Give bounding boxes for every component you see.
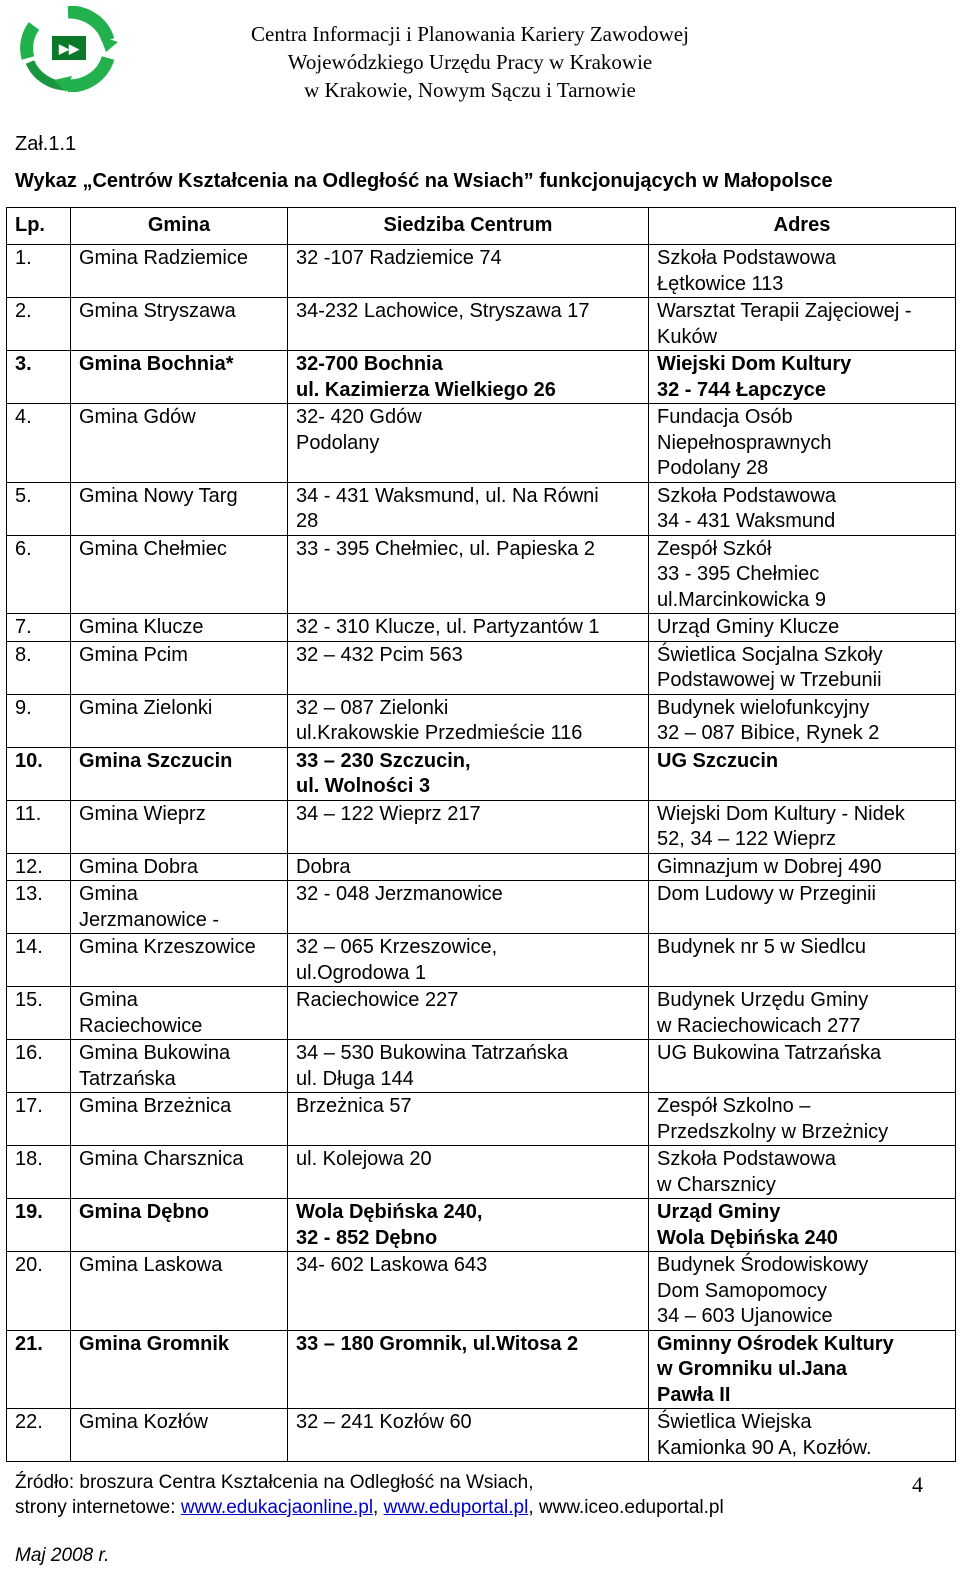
cell-line: Gmina Radziemice xyxy=(79,247,248,269)
cell-line: Raciechowice 227 xyxy=(296,989,459,1011)
cell-gmina xyxy=(71,404,288,483)
cell-lp: 10. xyxy=(7,747,71,800)
table-body xyxy=(7,245,956,1462)
header-line-1: Centra Informacji i Planowania Kariery Zawodowej xyxy=(251,22,689,46)
cell-adres xyxy=(649,1252,956,1331)
column-header-siedziba: Siedziba Centrum xyxy=(288,208,649,245)
cell-lp: 1. xyxy=(7,245,71,298)
cell-line: ul. Kolejowa 20 xyxy=(296,1148,432,1170)
cell-lp: 14. xyxy=(7,934,71,987)
separator: , xyxy=(373,1497,384,1518)
cell-siedziba xyxy=(288,800,649,853)
table-row xyxy=(7,1146,956,1199)
cell-gmina xyxy=(71,614,288,642)
header-line-2: Wojewódzkiego Urzędu Pracy w Krakowie xyxy=(287,50,653,74)
cell-lp: 5. xyxy=(7,482,71,535)
cell-lp: 11. xyxy=(7,800,71,853)
cell-line: 32 – 241 Kozłów 60 xyxy=(296,1411,472,1433)
cell-adres xyxy=(649,1146,956,1199)
cell-line: Niepełnosprawnych xyxy=(657,431,832,454)
centers-table xyxy=(6,207,956,1462)
cell-line: Szkoła Podstawowa xyxy=(657,1148,836,1170)
cell-line: 32 - 744 Łapczyce xyxy=(657,378,826,401)
cell-siedziba xyxy=(288,1409,649,1462)
cell-adres xyxy=(649,641,956,694)
table-row xyxy=(7,1093,956,1146)
cell-line: Gmina Szczucin xyxy=(79,749,233,772)
cell-gmina xyxy=(71,1330,288,1409)
cell-adres xyxy=(649,404,956,483)
cell-adres xyxy=(649,987,956,1040)
cell-siedziba xyxy=(288,1330,649,1409)
table-row xyxy=(7,1040,956,1093)
cell-adres xyxy=(649,934,956,987)
link-eduportal[interactable]: www.eduportal.pl xyxy=(383,1497,529,1518)
column-header-lp: Lp. xyxy=(7,208,71,245)
column-header-gmina: Gmina xyxy=(71,208,288,245)
cell-gmina xyxy=(71,1199,288,1252)
cell-lp: 17. xyxy=(7,1093,71,1146)
cell-line: 34 - 431 Waksmund, ul. Na Równi xyxy=(296,484,599,507)
cell-line: Urząd Gminy xyxy=(657,1201,781,1223)
cell-adres xyxy=(649,245,956,298)
cell-adres xyxy=(649,800,956,853)
table-row xyxy=(7,482,956,535)
cell-gmina xyxy=(71,1252,288,1331)
cell-gmina xyxy=(71,987,288,1040)
cell-line: Szkoła Podstawowa xyxy=(657,247,836,269)
table-row xyxy=(7,404,956,483)
footer xyxy=(15,1470,724,1520)
cell-line: Budynek wielofunkcyjny xyxy=(657,696,870,719)
cell-line: 34 – 530 Bukowina Tatrzańska xyxy=(296,1042,569,1064)
cell-line: ul. Wolności 3 xyxy=(296,775,431,797)
cell-line: 32 - 048 Jerzmanowice xyxy=(296,883,503,905)
cell-line: Gmina Nowy Targ xyxy=(79,484,238,507)
cell-siedziba xyxy=(288,1040,649,1093)
cell-line: 32 - 310 Klucze, ul. Partyzantów 1 xyxy=(296,616,600,638)
cell-gmina xyxy=(71,1146,288,1199)
cell-line: Wola Dębińska 240 xyxy=(657,1226,838,1249)
cell-line: Gmina Brzeżnica xyxy=(79,1095,232,1117)
cell-gmina xyxy=(71,351,288,404)
cell-line: Warsztat Terapii Zajęciowej - xyxy=(657,300,912,322)
cell-lp: 20. xyxy=(7,1252,71,1331)
cell-line: Fundacja Osób xyxy=(657,406,793,428)
cell-line: 32 – 432 Pcim 563 xyxy=(296,643,463,666)
svg-text:▶▶: ▶▶ xyxy=(59,41,79,56)
cell-line: Wiejski Dom Kultury - Nidek xyxy=(657,802,905,825)
cell-siedziba xyxy=(288,987,649,1040)
cell-gmina xyxy=(71,245,288,298)
cell-line: Tatrzańska xyxy=(79,1067,176,1090)
cell-line: 34-232 Lachowice, Stryszawa 17 xyxy=(296,300,590,322)
list-title: Wykaz „Centrów Kształcenia na Odległość na Wsiach” funkcjonujących w Małopolsce xyxy=(15,170,833,192)
cell-siedziba xyxy=(288,1252,649,1331)
cell-gmina xyxy=(71,298,288,351)
table-row xyxy=(7,987,956,1040)
cell-siedziba xyxy=(288,694,649,747)
cell-line: Wiejski Dom Kultury xyxy=(657,353,852,375)
cell-line: 34 – 603 Ujanowice xyxy=(657,1305,833,1327)
cell-line: Szkoła Podstawowa xyxy=(657,484,836,507)
table-row xyxy=(7,934,956,987)
cell-line: ul. Długa 144 xyxy=(296,1067,414,1090)
header xyxy=(160,20,780,104)
header-line-3: w Krakowie, Nowym Sączu i Tarnowie xyxy=(304,78,636,102)
cell-line: Podolany 28 xyxy=(657,457,769,479)
cell-gmina xyxy=(71,881,288,934)
table-row xyxy=(7,853,956,881)
cell-line: 33 – 230 Szczucin, xyxy=(296,749,471,772)
cell-line: Gmina xyxy=(79,883,138,905)
logo-icon xyxy=(14,6,122,92)
cell-line: Gmina Dobra xyxy=(79,855,198,878)
cell-adres xyxy=(649,694,956,747)
cell-line: 33 - 395 Chełmiec, ul. Papieska 2 xyxy=(296,537,596,560)
cell-siedziba xyxy=(288,245,649,298)
cell-line: Gmina Laskowa xyxy=(79,1254,223,1276)
cell-lp: 19. xyxy=(7,1199,71,1252)
cell-line: Gmina Gromnik xyxy=(79,1332,230,1355)
cell-line: Kuków xyxy=(657,325,718,348)
cell-line: ul.Marcinkowicka 9 xyxy=(657,588,826,611)
cell-siedziba xyxy=(288,1199,649,1252)
cell-gmina xyxy=(71,853,288,881)
cell-line: 32 – 087 Zielonki xyxy=(296,696,449,719)
cell-line: UG Bukowina Tatrzańska xyxy=(657,1042,882,1064)
cell-line: 32-700 Bochnia xyxy=(296,353,443,375)
cell-line: 34- 602 Laskowa 643 xyxy=(296,1254,488,1276)
table-row xyxy=(7,1409,956,1462)
cell-lp: 8. xyxy=(7,641,71,694)
cell-adres xyxy=(649,351,956,404)
cell-adres xyxy=(649,881,956,934)
table-row xyxy=(7,694,956,747)
cell-line: w Gromniku ul.Jana xyxy=(657,1358,848,1380)
cell-lp: 13. xyxy=(7,881,71,934)
cell-gmina xyxy=(71,535,288,614)
cell-siedziba xyxy=(288,351,649,404)
cell-lp: 22. xyxy=(7,1409,71,1462)
cell-siedziba xyxy=(288,614,649,642)
cell-line: 33 – 180 Gromnik, ul.Witosa 2 xyxy=(296,1332,579,1355)
cell-line: Gmina Klucze xyxy=(79,616,204,638)
cell-line: 34 - 431 Waksmund xyxy=(657,510,836,532)
iceo-website-text: www.iceo.eduportal.pl xyxy=(538,1497,724,1518)
table-row xyxy=(7,298,956,351)
table-row xyxy=(7,800,956,853)
cell-line: Gmina Zielonki xyxy=(79,696,213,719)
cell-line: Gminny Ośrodek Kultury xyxy=(657,1332,894,1355)
separator: , xyxy=(528,1497,539,1518)
cell-line: Wola Dębińska 240, xyxy=(296,1201,483,1223)
cell-line: Budynek Środowiskowy xyxy=(657,1254,869,1276)
page-number: 4 xyxy=(912,1472,923,1497)
cell-adres xyxy=(649,1040,956,1093)
cell-line: Urząd Gminy Klucze xyxy=(657,616,840,638)
cell-lp: 6. xyxy=(7,535,71,614)
cell-gmina xyxy=(71,482,288,535)
cell-siedziba xyxy=(288,641,649,694)
attachment-label: Zał.1.1 xyxy=(15,133,77,155)
cell-lp: 18. xyxy=(7,1146,71,1199)
cell-line: Gmina Kozłów xyxy=(79,1411,208,1433)
cell-adres xyxy=(649,482,956,535)
websites-line xyxy=(15,1495,724,1520)
cell-line: Gmina xyxy=(79,989,138,1011)
cell-line: Gimnazjum w Dobrej 490 xyxy=(657,855,882,878)
cell-adres xyxy=(649,298,956,351)
cell-line: Gmina Pcim xyxy=(79,643,188,666)
source-note: Źródło: broszura Centra Kształcenia na Odległość na Wsiach, xyxy=(15,1472,534,1493)
cell-adres xyxy=(649,614,956,642)
cell-line: 33 - 395 Chełmiec xyxy=(657,563,820,585)
cell-line: Świetlica Wiejska xyxy=(657,1411,812,1433)
table-row xyxy=(7,1330,956,1409)
cell-lp: 15. xyxy=(7,987,71,1040)
table-row xyxy=(7,614,956,642)
cell-lp: 21. xyxy=(7,1330,71,1409)
cell-siedziba xyxy=(288,934,649,987)
cell-adres xyxy=(649,1093,956,1146)
cell-line: ul.Ogrodowa 1 xyxy=(296,961,427,984)
cell-siedziba xyxy=(288,853,649,881)
cell-line: Gmina Charsznica xyxy=(79,1148,244,1170)
cell-line: w Charsznicy xyxy=(657,1173,776,1196)
cell-adres xyxy=(649,1330,956,1409)
cell-adres xyxy=(649,747,956,800)
cell-line: Budynek Urzędu Gminy xyxy=(657,989,869,1011)
table-row xyxy=(7,641,956,694)
cell-lp: 4. xyxy=(7,404,71,483)
cell-siedziba xyxy=(288,1093,649,1146)
cell-line: Gmina Bochnia* xyxy=(79,353,234,375)
cell-line: Budynek nr 5 w Siedlcu xyxy=(657,936,867,958)
cell-siedziba xyxy=(288,298,649,351)
cell-line: w Raciechowicach 277 xyxy=(657,1014,861,1037)
cell-line: 52, 34 – 122 Wieprz xyxy=(657,828,836,850)
cell-line: Zespół Szkół xyxy=(657,537,772,560)
cell-gmina xyxy=(71,747,288,800)
cell-line: Podolany xyxy=(296,431,380,454)
cell-line: Gmina Dębno xyxy=(79,1201,210,1223)
cell-lp: 12. xyxy=(7,853,71,881)
websites-prefix: strony internetowe: xyxy=(15,1497,181,1518)
cell-gmina xyxy=(71,1093,288,1146)
cell-line: 32 - 852 Dębno xyxy=(296,1226,438,1249)
cell-line: ul. Kazimierza Wielkiego 26 xyxy=(296,378,556,401)
table-row xyxy=(7,881,956,934)
cell-siedziba xyxy=(288,747,649,800)
cell-line: Podstawowej w Trzebunii xyxy=(657,669,882,691)
cell-adres xyxy=(649,1199,956,1252)
cell-line: Gmina Chełmiec xyxy=(79,537,227,560)
cell-gmina xyxy=(71,641,288,694)
table-row xyxy=(7,1252,956,1331)
cell-line: Gmina Krzeszowice xyxy=(79,936,256,958)
cell-line: Dom Samopomocy xyxy=(657,1279,828,1302)
cell-siedziba xyxy=(288,881,649,934)
table-row xyxy=(7,245,956,298)
cell-adres xyxy=(649,535,956,614)
cell-line: Brzeżnica 57 xyxy=(296,1095,412,1117)
cell-siedziba xyxy=(288,482,649,535)
cell-line: Zespół Szkolno – xyxy=(657,1095,811,1117)
cell-line: 34 – 122 Wieprz 217 xyxy=(296,802,481,825)
cell-line: Gmina Gdów xyxy=(79,406,196,428)
cell-siedziba xyxy=(288,404,649,483)
cell-gmina xyxy=(71,1040,288,1093)
cell-adres xyxy=(649,1409,956,1462)
cell-lp: 7. xyxy=(7,614,71,642)
cell-siedziba xyxy=(288,535,649,614)
cell-line: Dobra xyxy=(296,855,351,878)
cell-siedziba xyxy=(288,1146,649,1199)
link-edukacjaonline[interactable]: www.edukacjaonline.pl xyxy=(180,1497,374,1518)
cell-line: Gmina Stryszawa xyxy=(79,300,236,322)
cell-line: 32 -107 Radziemice 74 xyxy=(296,247,502,269)
cell-line: Łętkowice 113 xyxy=(657,272,784,295)
cell-adres xyxy=(649,853,956,881)
cell-line: Świetlica Socjalna Szkoły xyxy=(657,643,883,666)
cell-line: 32- 420 Gdów xyxy=(296,406,422,428)
table-row xyxy=(7,535,956,614)
column-header-adres: Adres xyxy=(649,208,956,245)
cell-line: Przedszkolny w Brzeżnicy xyxy=(657,1120,889,1143)
cell-line: 28 xyxy=(296,510,319,532)
cell-gmina xyxy=(71,694,288,747)
table-row xyxy=(7,1199,956,1252)
table-row xyxy=(7,747,956,800)
table-row xyxy=(7,351,956,404)
cell-line: Jerzmanowice - xyxy=(79,908,220,931)
table-header-row xyxy=(7,208,956,245)
cell-line: UG Szczucin xyxy=(657,749,779,772)
cell-line: ul.Krakowskie Przedmieście 116 xyxy=(296,722,583,744)
cell-line: Dom Ludowy w Przeginii xyxy=(657,883,876,905)
cell-line: 32 – 065 Krzeszowice, xyxy=(296,936,498,958)
cell-line: Gmina Wieprz xyxy=(79,802,206,825)
document-date: Maj 2008 r. xyxy=(15,1545,110,1566)
cell-gmina xyxy=(71,800,288,853)
cell-line: Kamionka 90 A, Kozłów. xyxy=(657,1436,872,1459)
cell-gmina xyxy=(71,934,288,987)
cell-line: 32 – 087 Bibice, Rynek 2 xyxy=(657,722,880,744)
cell-line: Raciechowice xyxy=(79,1014,203,1037)
cell-lp: 3. xyxy=(7,351,71,404)
cell-lp: 16. xyxy=(7,1040,71,1093)
cell-lp: 2. xyxy=(7,298,71,351)
cell-line: Gmina Bukowina xyxy=(79,1042,231,1064)
cell-line: Pawła II xyxy=(657,1383,731,1406)
cell-lp: 9. xyxy=(7,694,71,747)
cell-gmina xyxy=(71,1409,288,1462)
